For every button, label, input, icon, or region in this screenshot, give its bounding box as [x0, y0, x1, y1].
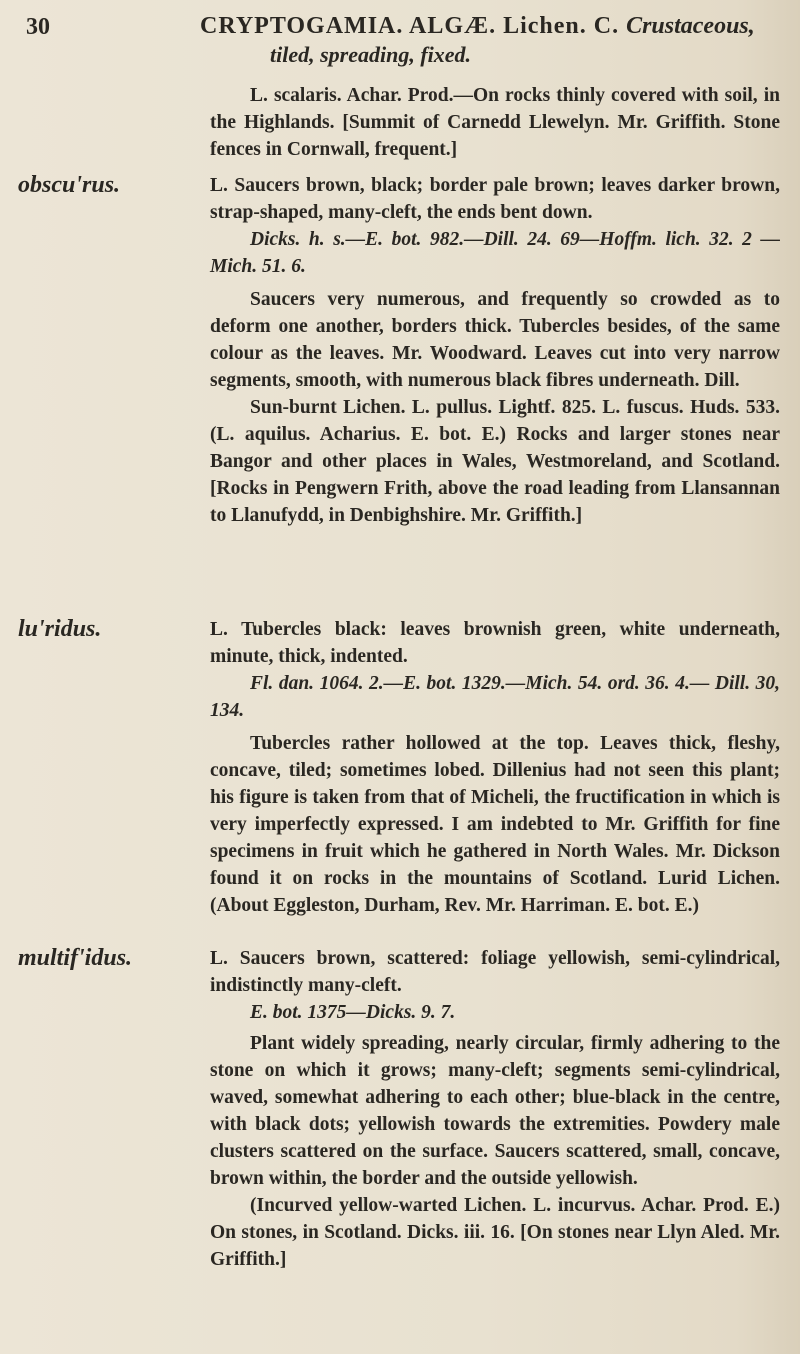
entry-description: L. Saucers brown, scattered: foliage yellowish, semi-cylindrical, indistinctly many-cleft. [210, 948, 780, 996]
entry-description: L. Tubercles black: leaves brownish green, white underneath, minute, thick, indented. [210, 619, 780, 667]
entry-obscurus [210, 172, 780, 529]
margin-label-luridus: lu'ridus. [18, 616, 102, 642]
entry-references: E. bot. 1375—Dicks. 9. 7. [250, 1002, 456, 1023]
entry-multifidus [210, 945, 780, 1273]
entry-luridus [210, 616, 780, 919]
entry-body: Tubercles rather hollowed at the top. Leaves thick, fleshy, concave, tiled; sometimes lobed. Dillenius had not seen this plant; his figure is taken from that of Micheli, the fructification in which is very imperfectly expressed. I am indebted to Mr. Griffith for fine specimens in fruit which he gathered in North Wales. Mr. Dickson found it on rocks in the mountains of Scotland. Lurid Lichen. (About Eggleston, Durham, Rev. Mr. Harriman. E. bot. E.) [210, 733, 780, 916]
running-header [200, 12, 780, 40]
running-subheader: tiled, spreading, fixed. [270, 42, 472, 67]
entry-body: Saucers very numerous, and frequently so crowded as to deform one another, borders thick. Tubercles besides, of the same colour as the leaves. Mr. Woodward. Leaves cut into very narrow segments, smooth, with numerous black fibres underneath. Dill. [210, 289, 780, 391]
header-title: CRYPTOGAMIA. ALGÆ. Lichen. C. [200, 13, 620, 39]
margin-label-multifidus: multif'idus. [18, 945, 133, 971]
entry-text: L. scalaris. Achar. Prod.—On rocks thinly covered with soil, in the Highlands. [Summit of Carnedd Llewelyn. Mr. Griffith. Stone fences in Cornwall, frequent.] [210, 85, 780, 160]
entry-references: Dicks. h. s.—E. bot. 982.—Dill. 24. 69—Hoffm. lich. 32. 2 —Mich. 51. 6. [210, 229, 780, 277]
entry-body-2: Sun-burnt Lichen. L. pullus. Lightf. 825. L. fuscus. Huds. 533. (L. aquilus. Acharius. E. bot. E.) Rocks and larger stones near Bangor and other places in Wales, Westmoreland, and Scotland. [Rocks in Pengwern Frith, above the road leading from Llansannan to Llanufydd, in Denbighshire. Mr. Griffith.] [210, 397, 780, 526]
entry-body: Plant widely spreading, nearly circular, firmly adhering to the stone on which it grows; many-cleft; segments semi-cylindrical, waved, somewhat adhering to each other; blue-black in the centre, with black dots; yellowish towards the extremities. Powdery male clusters scattered on the surface. Saucers scattered, small, concave, brown within, the border and the outside yellowish. [210, 1033, 780, 1189]
entry-scalaris [210, 82, 780, 163]
entry-body-2: (Incurved yellow-warted Lichen. L. incurvus. Achar. Prod. E.) On stones, in Scotland. Dicks. iii. 16. [On stones near Llyn Aled. Mr. Griffith.] [210, 1195, 780, 1270]
margin-label-obscurus: obscu'rus. [18, 172, 121, 198]
entry-description: L. Saucers brown, black; border pale brown; leaves darker brown, strap-shaped, many-cleft, the ends bent down. [210, 175, 780, 223]
page-number: 30 [26, 14, 50, 40]
entry-references: Fl. dan. 1064. 2.—E. bot. 1329.—Mich. 54. ord. 36. 4.— Dill. 30, 134. [210, 673, 780, 721]
header-title-italic: Crustaceous, [626, 13, 755, 39]
